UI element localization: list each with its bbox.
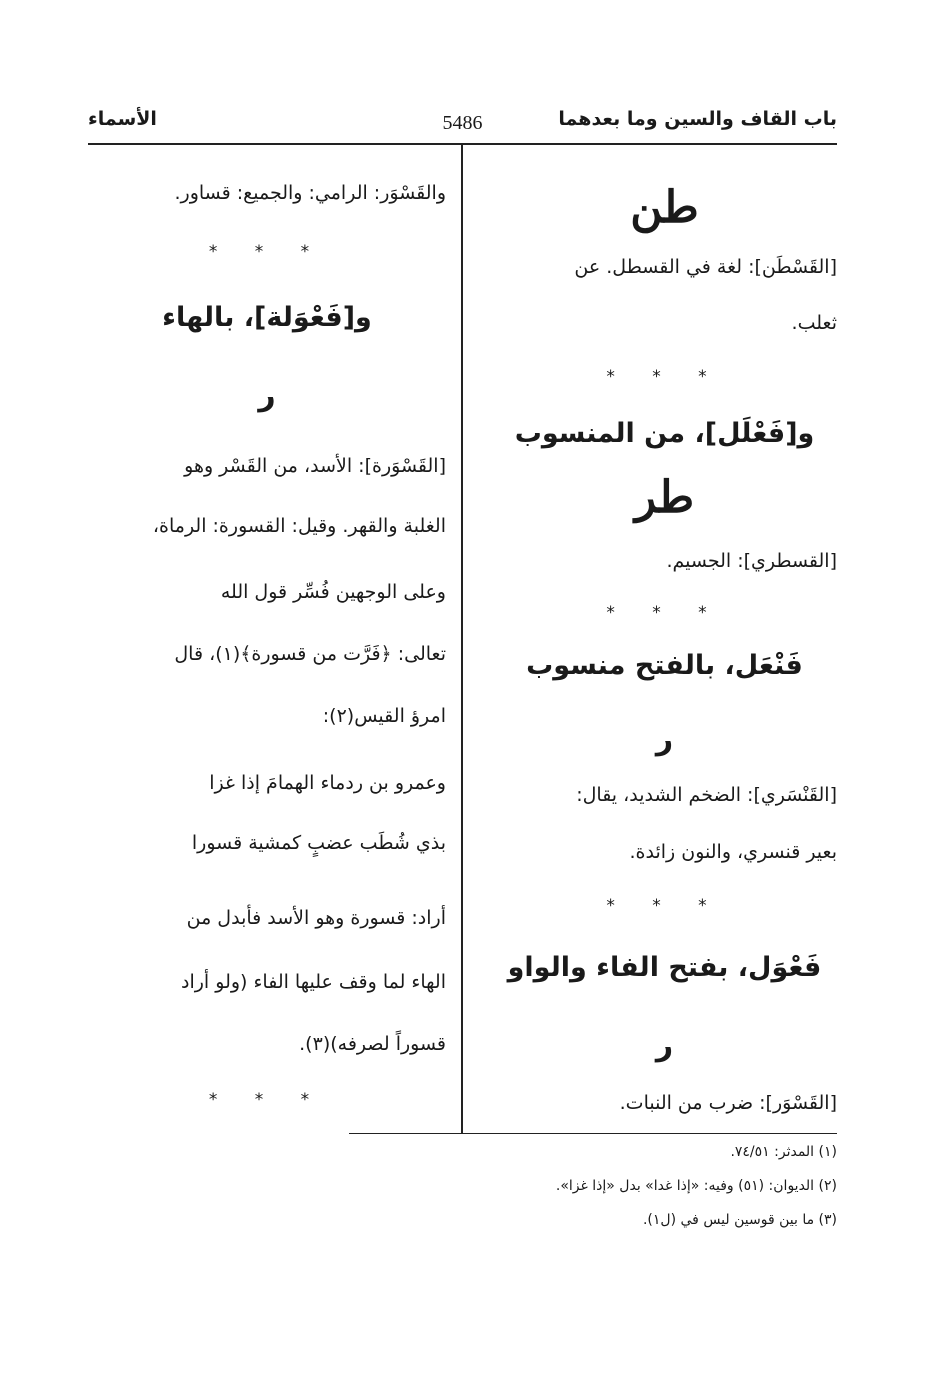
- entry-text: [القَسْطَن]: لغة في القسطل. عن: [574, 256, 837, 278]
- root-heading: طر: [634, 472, 695, 523]
- running-head: [88, 108, 837, 144]
- pattern-heading: فَعْوَل، بفتح الفاء والواو: [507, 952, 822, 983]
- section-separator: * * *: [606, 367, 723, 387]
- page-number: 5486: [442, 112, 483, 134]
- entry-text: تعالى: ﴿فَرَّت من قسورة﴾(١)، قال: [174, 643, 446, 665]
- entry-text: [القَسْوَرة]: الأسد، من القَسْر وهو: [184, 455, 446, 477]
- column-divider: [461, 145, 463, 1133]
- entry-text: بعير قنسري، والنون زائدة.: [629, 841, 837, 863]
- letter-heading: ر: [655, 1028, 674, 1063]
- root-heading: طن: [630, 182, 699, 233]
- section-separator: * * *: [208, 242, 326, 262]
- entry-text: [القَنْسَري]: الضخم الشديد، يقال:: [576, 784, 837, 806]
- entry-text: وعلى الوجهين فُسِّر قول الله: [220, 581, 446, 603]
- verse-line: بذي شُطَب عضبٍ كمشية قسورا: [191, 832, 446, 854]
- footnote: (٣) ما بين قوسين ليس في (ل١).: [642, 1212, 837, 1228]
- section-title: الأسماء: [88, 108, 157, 130]
- entry-text: امرؤ القيس(٢):: [322, 705, 446, 727]
- chapter-title: باب القاف والسين وما بعدهما: [558, 108, 837, 130]
- section-separator: * * *: [208, 1090, 326, 1110]
- letter-heading: ر: [258, 378, 276, 413]
- footnote: (١) المدثر: ٧٤/٥١.: [730, 1144, 837, 1160]
- pattern-heading: و[فَعْلَل]، من المنسوب: [514, 418, 815, 449]
- entry-text: الهاء لما وقف عليها الفاء (ولو أراد: [181, 971, 446, 993]
- entry-text: [القَسْوَر]: ضرب من النبات.: [619, 1092, 837, 1114]
- section-separator: * * *: [606, 896, 723, 916]
- entry-text: ثعلب.: [791, 312, 837, 334]
- verse-line: وعمرو بن ردماء الهمامَ إذا غزا: [209, 772, 446, 794]
- entry-text: أراد: قسورة وهو الأسد فأبدل من: [186, 907, 446, 929]
- entry-text: الغلبة والقهر. وقيل: القسورة: الرماة،: [152, 515, 446, 537]
- entry-text: [القسطري]: الجسيم.: [666, 550, 837, 572]
- footnote: (٢) الديوان: (٥١) وفيه: «إذا غدا» بدل «إذا غزا».: [555, 1178, 837, 1194]
- entry-text: قسوراً لصرفه)(٣).: [299, 1033, 446, 1055]
- section-separator: * * *: [606, 603, 723, 623]
- pattern-heading: و[فَعْوَلة]، بالهاء: [162, 302, 372, 333]
- pattern-heading: فَنْعَل، بالفتح منسوب: [526, 650, 803, 681]
- entry-text: والقَسْوَر: الرامي: والجميع: قساور.: [174, 182, 446, 204]
- letter-heading: ر: [655, 722, 674, 757]
- footnote-rule: [349, 1133, 837, 1134]
